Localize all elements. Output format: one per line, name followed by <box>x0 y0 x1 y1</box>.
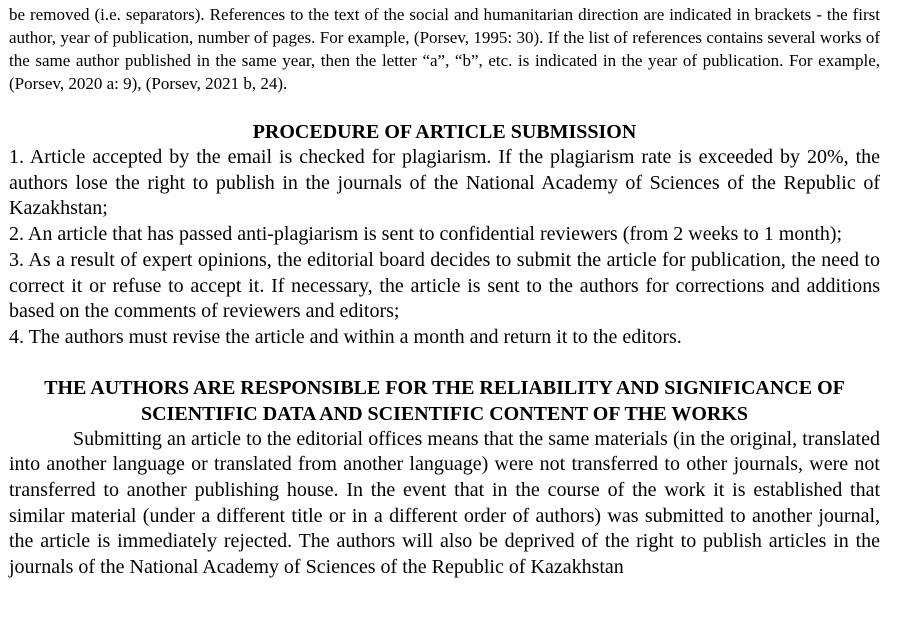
procedure-step: 1. Article accepted by the email is checked for plagiarism. If the plagiarism rate is exceeded by 20%, the authors lose the right to publish in the journals of the National Academy of Sciences of the Republic of Kazakhstan; <box>9 146 880 220</box>
document-page <box>9 3 880 581</box>
procedure-steps-list <box>9 145 880 351</box>
procedure-step: 2. An article that has passed anti-plagiarism is sent to confidential reviewers (from 2 weeks to 1 month); <box>9 223 843 246</box>
responsibility-paragraph: Submitting an article to the editorial offices means that the same materials (in the original, translated into another language or translated from another language) were not transferred to other journals, were not transferred to another publishing house. In the event that in the course of the work it is established that similar material (under a different title or in a different order of authors) was submitted to another journal, the article is immediately rejected. The authors will also be deprived of the right to publish articles in the journals of the National Academy of Sciences of the Republic of Kazakhstan <box>9 427 880 579</box>
procedure-step: 4. The authors must revise the article and within a month and return it to the editors. <box>9 325 682 348</box>
responsibility-heading: THE AUTHORS ARE RESPONSIBLE FOR THE RELIABILITY AND SIGNIFICANCE OF SCIENTIFIC DATA AND SCIENTIFIC CONTENT OF THE WORKS <box>44 376 845 425</box>
references-paragraph: be removed (i.e. separators). References to the text of the social and humanitarian direction are indicated in brackets - the first author, year of publication, number of pages. For example, (Porsev, 1995: 30). If the list of references contains several works of the same author published in the same year, then the letter “a”, “b”, etc. is indicated in the year of publication. For example, (Porsev, 2020 a: 9), (Porsev, 2021 b, 24). <box>9 5 880 93</box>
procedure-heading: PROCEDURE OF ARTICLE SUBMISSION <box>252 121 637 143</box>
procedure-step: 3. As a result of expert opinions, the editorial board decides to submit the article for publication, the need to correct it or refuse to accept it. If necessary, the article is sent to the authors for corrections and additions based on the comments of reviewers and editors; <box>9 248 880 323</box>
